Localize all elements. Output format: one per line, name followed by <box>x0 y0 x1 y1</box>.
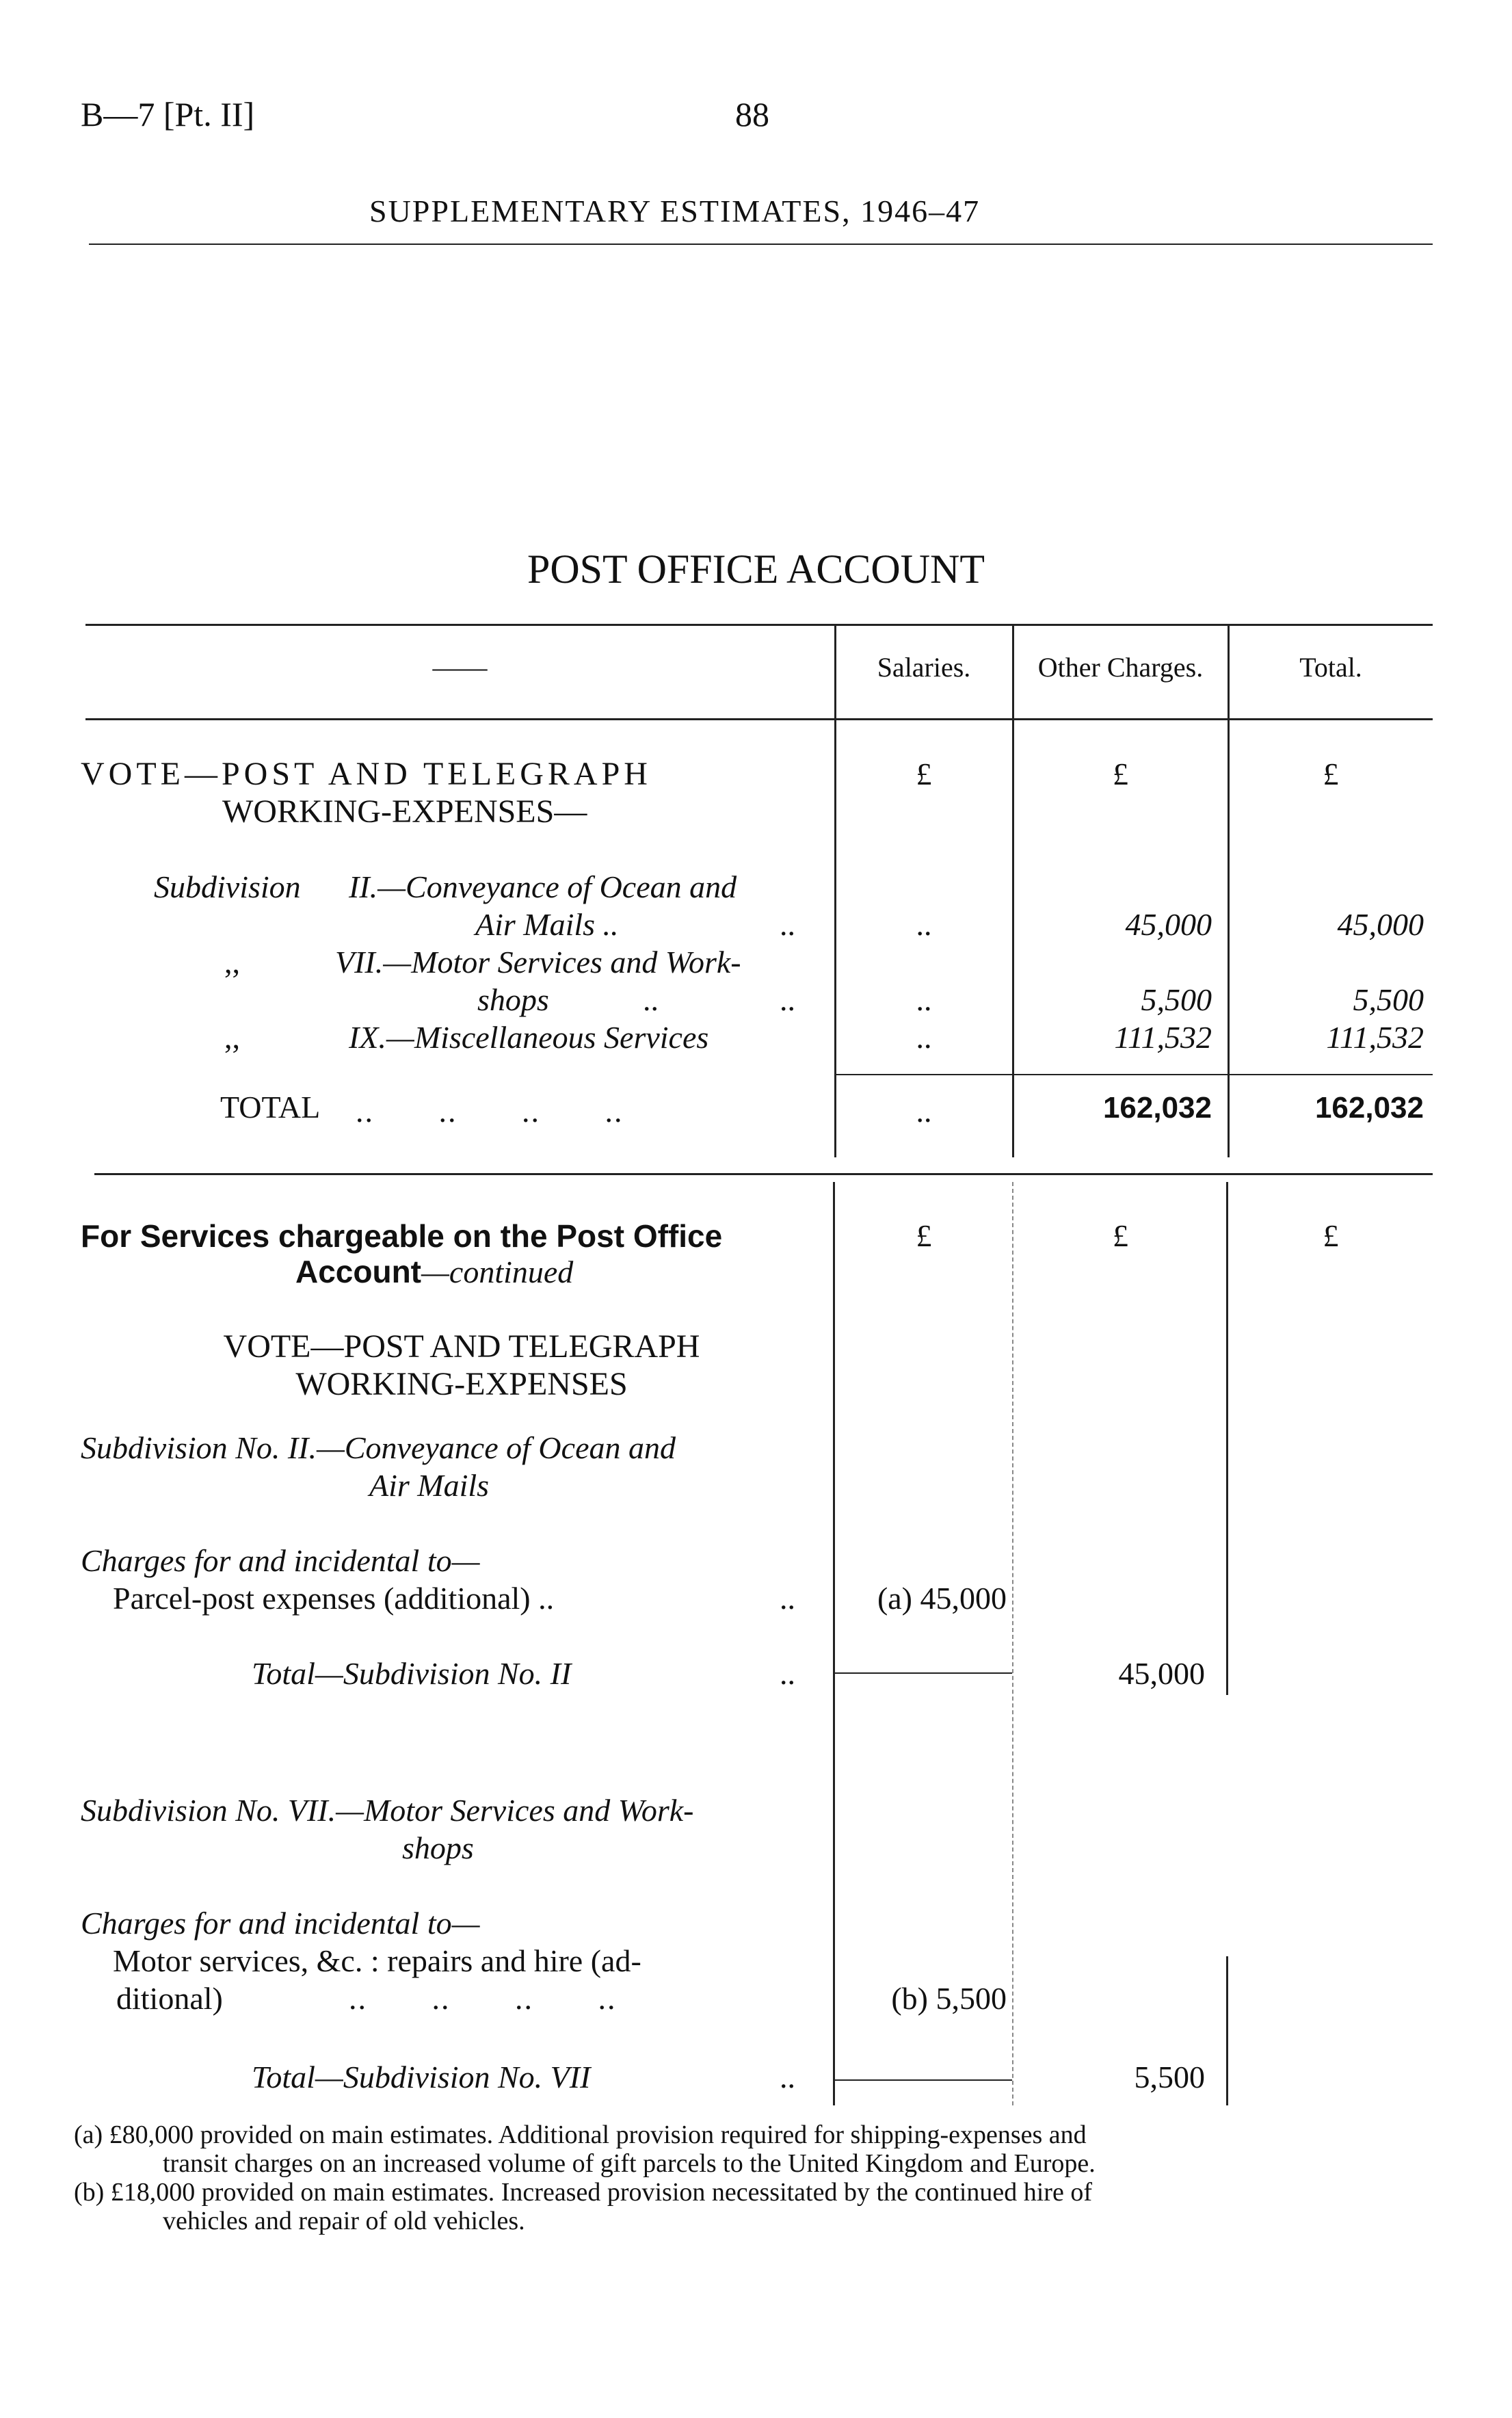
summary-total-leaders: .. .. .. .. <box>356 1094 624 1129</box>
summary-currency-total: £ <box>1323 757 1339 791</box>
sub2-total-rule <box>834 1672 1012 1674</box>
summary-row-2-label-2: VII.—Motor Services and Work- <box>335 945 741 980</box>
col-divider-3 <box>1228 624 1230 1157</box>
summary-row-3-salaries: .. <box>916 1020 932 1055</box>
summary-row-2-other: 5,500 <box>1141 982 1212 1017</box>
sub7-item-2: ditional) <box>116 1981 223 2016</box>
page-subtitle: SUPPLEMENTARY ESTIMATES, 1946–47 <box>369 194 981 228</box>
sub2-total-label: Total—Subdivision No. II <box>252 1656 572 1691</box>
sub7-title-2: shops <box>402 1830 474 1865</box>
sub2-item-value: (a) 45,000 <box>877 1581 1007 1616</box>
detail-heading-2 <box>295 1253 573 1290</box>
sub2-charges: Charges for and incidental to— <box>81 1543 480 1578</box>
header-salaries: Salaries. <box>877 652 971 683</box>
detail-col-divider-3b <box>1226 1956 1228 2105</box>
summary-row-1-salaries: .. <box>916 907 932 942</box>
footnote-b-line-1: (b) £18,000 provided on main estimates. Increased provision necessitated by the continued hire of <box>74 2178 1092 2207</box>
summary-total-salaries: .. <box>916 1094 932 1129</box>
summary-row-1-label-1: Subdivision <box>154 869 301 904</box>
detail-col-divider-3 <box>1226 1182 1228 1695</box>
summary-row-1-other: 45,000 <box>1125 907 1212 942</box>
footnote-b-line-2: vehicles and repair of old vehicles. <box>163 2207 525 2235</box>
summary-row-3-label-2: IX.—Miscellaneous Services <box>349 1020 709 1055</box>
summary-row-2-leaders-2: .. <box>780 982 795 1017</box>
summary-row-1-total: 45,000 <box>1337 907 1424 942</box>
page-number: 88 <box>735 95 769 133</box>
summary-row-2-label-1: ,, <box>224 945 240 980</box>
summary-vote-heading: VOTE—POST AND TELEGRAPH <box>81 756 652 792</box>
footnote-a-line-2: transit charges on an increased volume of gift parcels to the United Kingdom and Europe. <box>163 2149 1096 2178</box>
header-total: Total. <box>1299 652 1362 683</box>
sub7-total-value: 5,500 <box>1134 2060 1205 2094</box>
summary-bottom-rule <box>94 1173 1433 1175</box>
col-divider-1 <box>834 624 836 1157</box>
summary-row-3-other: 111,532 <box>1114 1020 1212 1055</box>
detail-currency-total: £ <box>1323 1218 1339 1253</box>
summary-total-total: 162,032 <box>1314 1091 1424 1125</box>
summary-currency-salaries: £ <box>916 757 932 791</box>
summary-row-1-label-2: II.—Conveyance of Ocean and <box>349 869 737 904</box>
detail-heading-account: Account <box>295 1254 421 1289</box>
summary-currency-other: £ <box>1113 757 1128 791</box>
summary-total-rule <box>836 1074 1433 1075</box>
summary-row-2-label-3: shops <box>477 982 549 1017</box>
sub2-total-leaders: .. <box>780 1656 795 1691</box>
summary-row-2-leaders-1: .. <box>643 982 659 1017</box>
summary-row-2-salaries: .. <box>916 982 932 1017</box>
sub2-title-2: Air Mails <box>369 1468 490 1503</box>
sub2-item: Parcel-post expenses (additional) .. <box>113 1581 555 1616</box>
footnote-a-line-1: (a) £80,000 provided on main estimates. Additional provision required for shipping-expenses and <box>74 2120 1087 2149</box>
summary-row-1-label-3: Air Mails .. <box>475 907 619 942</box>
sub7-total-rule <box>834 2079 1012 2081</box>
sub7-title-1: Subdivision No. VII.—Motor Services and Work- <box>81 1793 694 1828</box>
summary-vote-heading-2: WORKING-EXPENSES— <box>222 793 587 830</box>
sub7-charges: Charges for and incidental to— <box>81 1906 480 1941</box>
summary-total-other: 162,032 <box>1102 1091 1212 1125</box>
detail-currency-salaries: £ <box>916 1218 932 1253</box>
detail-vote-heading-1: VOTE—POST AND TELEGRAPH <box>223 1328 700 1365</box>
summary-row-3-label-1: ,, <box>224 1020 240 1055</box>
header-blank: —— <box>432 652 488 683</box>
detail-heading: For Services chargeable on the Post Office <box>81 1218 723 1254</box>
sub7-item-1: Motor services, &c. : repairs and hire (ad- <box>113 1943 641 1978</box>
sub7-total-leaders: .. <box>780 2060 795 2094</box>
sub7-total-label: Total—Subdivision No. VII <box>252 2060 591 2094</box>
sub7-item-leaders: .. .. .. .. <box>349 1981 617 2016</box>
summary-total-label: TOTAL <box>220 1090 321 1125</box>
sub2-item-leaders: .. <box>780 1581 795 1616</box>
table-top-rule <box>85 624 1433 626</box>
detail-vote-heading-2: WORKING-EXPENSES <box>295 1366 628 1402</box>
summary-row-2-total: 5,500 <box>1353 982 1424 1017</box>
detail-currency-other: £ <box>1113 1218 1128 1253</box>
table-header-rule <box>85 718 1433 720</box>
detail-col-divider-2 <box>1012 1182 1013 2105</box>
page-title: POST OFFICE ACCOUNT <box>527 547 985 592</box>
header-other-charges: Other Charges. <box>1037 652 1204 683</box>
detail-col-divider-1 <box>833 1182 835 2105</box>
sub7-item-value: (b) 5,500 <box>891 1981 1007 2016</box>
detail-heading-continued: —continued <box>421 1254 574 1289</box>
col-divider-2 <box>1012 624 1014 1157</box>
summary-row-3-total: 111,532 <box>1326 1020 1424 1055</box>
sub2-total-value: 45,000 <box>1118 1656 1205 1691</box>
summary-row-1-leaders: .. <box>780 907 795 942</box>
sub2-title-1: Subdivision No. II.—Conveyance of Ocean and <box>81 1430 676 1465</box>
document-reference: B—7 [Pt. II] <box>81 95 255 133</box>
header-rule <box>89 244 1433 245</box>
